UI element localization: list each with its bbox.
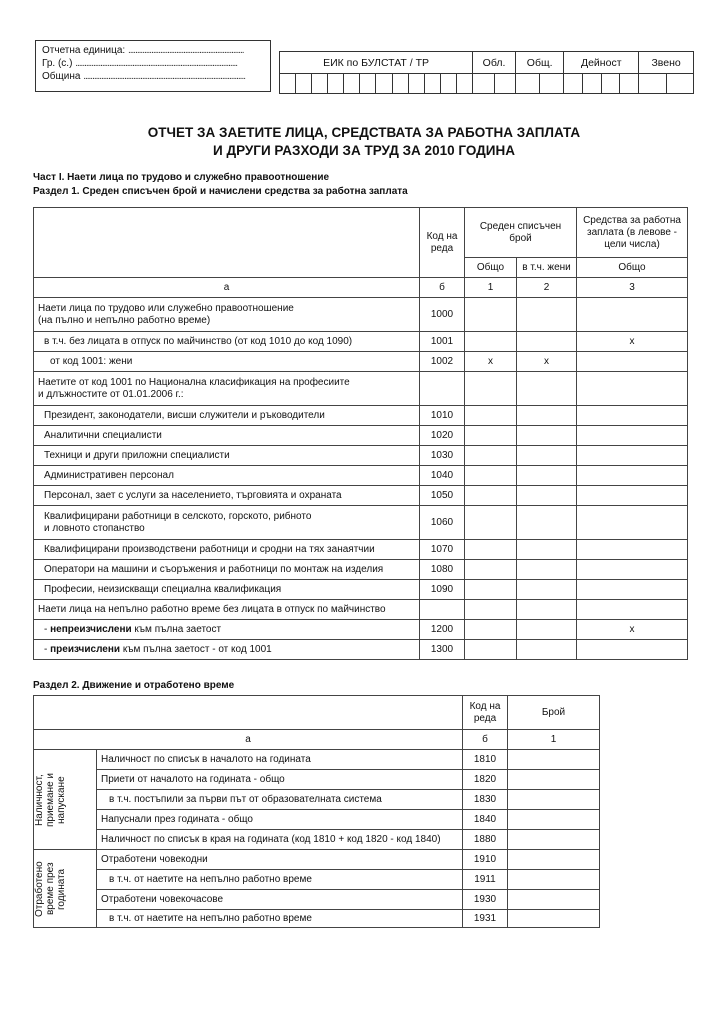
row-code: 1090 — [420, 580, 465, 600]
cell-avg-women[interactable] — [517, 640, 577, 660]
row-label-bold: непреизчислени — [50, 623, 132, 635]
eik-digit-cell[interactable] — [424, 74, 440, 94]
row-code — [420, 372, 465, 406]
row-code — [420, 600, 465, 620]
cell-count[interactable] — [508, 910, 600, 928]
eik-digit-cell[interactable] — [376, 74, 392, 94]
eik-digit-cell[interactable] — [344, 74, 360, 94]
table-row — [34, 910, 600, 928]
row-code: 1880 — [463, 830, 508, 850]
table-row — [34, 486, 688, 506]
row-label: Приети от началото на годината - общо — [97, 770, 463, 790]
eik-digit-cell[interactable] — [328, 74, 344, 94]
eik-digit-cell[interactable] — [280, 74, 296, 94]
cell-funds-total[interactable] — [577, 298, 688, 332]
cell-avg-total[interactable] — [465, 486, 517, 506]
row-label: Наетите от код 1001 по Национална класификация на професиите и длъжностите от 01.01.2006 г.: — [34, 372, 420, 406]
eik-digit-cell[interactable] — [620, 74, 639, 94]
document-title — [0, 124, 728, 160]
obsht-label: Общ. — [516, 52, 564, 74]
row-label-suffix: към пълна заетост - от код 1001 — [120, 643, 272, 655]
table-row — [34, 426, 688, 446]
cell-avg-total[interactable] — [465, 466, 517, 486]
cell-avg-total[interactable] — [465, 506, 517, 540]
group-label-spacer — [65, 750, 97, 850]
cell-count[interactable] — [508, 850, 600, 870]
cell-funds-total[interactable] — [577, 466, 688, 486]
cell-avg-total[interactable] — [465, 332, 517, 352]
row-code: 1840 — [463, 810, 508, 830]
cell-avg-women[interactable] — [517, 446, 577, 466]
cell-count[interactable] — [508, 790, 600, 810]
cell-count[interactable] — [508, 830, 600, 850]
table-row — [34, 540, 688, 560]
table-row — [34, 890, 600, 910]
eik-digit-cell[interactable] — [473, 74, 494, 94]
cell-count[interactable] — [508, 770, 600, 790]
s2-idx-b: б — [463, 730, 508, 750]
cell-avg-women[interactable] — [517, 540, 577, 560]
section2-rows — [34, 750, 600, 928]
cell-avg-women[interactable] — [517, 600, 577, 620]
table-row — [34, 870, 600, 890]
s2-idx-1: 1 — [508, 730, 600, 750]
eik-digit-cell[interactable] — [440, 74, 456, 94]
cell-funds-total[interactable] — [577, 640, 688, 660]
s1-col-code: Код на реда — [420, 208, 465, 278]
table-row — [34, 446, 688, 466]
row-label: Персонал, зает с услуги за населението, търговията и охраната — [34, 486, 420, 506]
s1-col-total2: Общо — [577, 258, 688, 278]
activity-label: Дейност — [564, 52, 639, 74]
cell-avg-total[interactable] — [465, 620, 517, 640]
unit-label: Отчетна единица: — [42, 45, 126, 56]
row-code: 1080 — [420, 560, 465, 580]
cell-avg-women[interactable] — [517, 560, 577, 580]
eik-digit-cell[interactable] — [564, 74, 583, 94]
cell-avg-women[interactable] — [517, 486, 577, 506]
row-label-bold: преизчислени — [50, 643, 121, 655]
table-row — [34, 332, 688, 352]
row-label-prefix: - — [44, 643, 51, 655]
reporting-unit-box — [35, 40, 271, 92]
row-code: 1300 — [420, 640, 465, 660]
eik-digit-cell[interactable] — [583, 74, 602, 94]
row-label: Техници и други приложни специалисти — [34, 446, 420, 466]
municipality-label: Община — [42, 71, 81, 82]
row-label — [34, 620, 420, 640]
eik-label: ЕИК по БУЛСТАТ / ТР — [280, 52, 473, 74]
table-row — [34, 352, 688, 372]
group-label-text: Отработено време през годината — [34, 860, 67, 917]
row-label: от код 1001: жени — [34, 352, 420, 372]
row-label — [34, 640, 420, 660]
group-label-worked-time — [34, 850, 65, 928]
table-row — [34, 810, 600, 830]
cell-count[interactable] — [508, 750, 600, 770]
eik-digit-cell[interactable] — [666, 74, 693, 94]
unit-dots: ................................................................. — [127, 45, 244, 56]
table-row — [34, 298, 688, 332]
row-label: Наети лица по трудово или служебно правоотношение (на пълно и непълно работно време) — [34, 298, 420, 332]
obl-label: Обл. — [473, 52, 516, 74]
part1-heading: Част I. Наети лица по трудово и служебно правоотношение — [33, 172, 330, 183]
section1-table — [33, 207, 688, 660]
table-row — [34, 790, 600, 810]
row-code: 1020 — [420, 426, 465, 446]
eik-digit-cell[interactable] — [360, 74, 376, 94]
row-label: Президент, законодатели, висши служители и ръководители — [34, 406, 420, 426]
cell-funds-total[interactable] — [577, 506, 688, 540]
table-row — [34, 830, 600, 850]
cell-avg-women[interactable] — [517, 372, 577, 406]
cell-count[interactable] — [508, 870, 600, 890]
cell-avg-total[interactable] — [465, 298, 517, 332]
cell-funds-total[interactable] — [577, 446, 688, 466]
city-dots: ........................................................................................... — [75, 58, 238, 69]
cell-avg-total[interactable]: x — [465, 352, 517, 372]
s1-col-total: Общо — [465, 258, 517, 278]
eik-digit-cell[interactable] — [516, 74, 540, 94]
s1-col-avg: Среден списъчен брой — [465, 208, 577, 258]
section1-heading: Раздел 1. Среден списъчен брой и начислени средства за работна заплата — [33, 186, 408, 197]
row-label: Оператори на машини и съоръжения и работници по монтаж на изделия — [34, 560, 420, 580]
cell-avg-total[interactable] — [465, 426, 517, 446]
cell-funds-total[interactable]: x — [577, 620, 688, 640]
row-code: 1040 — [420, 466, 465, 486]
cell-avg-women[interactable]: x — [517, 352, 577, 372]
cell-funds-total[interactable] — [577, 600, 688, 620]
s1-idx-a: а — [34, 278, 420, 298]
s1-idx-b: б — [420, 278, 465, 298]
cell-count[interactable] — [508, 890, 600, 910]
row-code: 1820 — [463, 770, 508, 790]
title-line-2: И ДРУГИ РАЗХОДИ ЗА ТРУД ЗА 2010 ГОДИНА — [213, 143, 515, 158]
cell-funds-total[interactable] — [577, 426, 688, 446]
row-code: 1030 — [420, 446, 465, 466]
cell-funds-total[interactable] — [577, 580, 688, 600]
group-label-spacer — [65, 850, 97, 928]
row-code: 1050 — [420, 486, 465, 506]
section2-heading: Раздел 2. Движение и отработено време — [33, 680, 235, 691]
row-label: Аналитични специалисти — [34, 426, 420, 446]
row-code: 1010 — [420, 406, 465, 426]
s1-idx-2: 2 — [517, 278, 577, 298]
row-code: 1830 — [463, 790, 508, 810]
s1-col-funds: Средства за работна заплата (в левове - цели числа) — [577, 208, 688, 258]
row-label: Квалифицирани работници в селското, горското, рибното и ловното стопанство — [34, 506, 420, 540]
cell-funds-total[interactable] — [577, 540, 688, 560]
group-label-movement — [34, 750, 65, 850]
row-label-suffix: към пълна заетост — [131, 623, 222, 635]
cell-avg-women[interactable] — [517, 580, 577, 600]
cell-avg-total[interactable] — [465, 406, 517, 426]
row-code: 1910 — [463, 850, 508, 870]
eik-digit-cell[interactable] — [408, 74, 424, 94]
city-label: Гр. (с.) — [42, 58, 73, 69]
cell-count[interactable] — [508, 810, 600, 830]
cell-avg-women[interactable] — [517, 332, 577, 352]
row-label: в т.ч. от наетите на непълно работно време — [97, 910, 463, 928]
cell-avg-total[interactable] — [465, 580, 517, 600]
row-label: Наети лица на непълно работно време без лицата в отпуск по майчинство — [34, 600, 420, 620]
cell-avg-total[interactable] — [465, 560, 517, 580]
table-row — [34, 600, 688, 620]
cell-funds-total[interactable] — [577, 486, 688, 506]
cell-avg-women[interactable] — [517, 506, 577, 540]
s1-idx-1: 1 — [465, 278, 517, 298]
table-row — [34, 372, 688, 406]
cell-avg-women[interactable] — [517, 620, 577, 640]
eik-digit-cell[interactable] — [540, 74, 564, 94]
section2-table — [33, 695, 600, 928]
eik-digit-cell[interactable] — [312, 74, 328, 94]
cell-funds-total[interactable] — [577, 372, 688, 406]
cell-avg-total[interactable] — [465, 446, 517, 466]
eik-digit-cell[interactable] — [601, 74, 620, 94]
cell-avg-total[interactable] — [465, 600, 517, 620]
row-code: 1001 — [420, 332, 465, 352]
cell-avg-women[interactable] — [517, 426, 577, 446]
s2-idx-a: а — [34, 730, 463, 750]
unit-line — [42, 44, 264, 57]
row-code: 1000 — [420, 298, 465, 332]
row-code: 1070 — [420, 540, 465, 560]
cell-avg-women[interactable] — [517, 406, 577, 426]
s1-idx-3: 3 — [577, 278, 688, 298]
eik-digit-cell[interactable] — [392, 74, 408, 94]
row-label: в т.ч. от наетите на непълно работно време — [97, 870, 463, 890]
row-code: 1002 — [420, 352, 465, 372]
row-label: Наличност по списък в началото на годината — [97, 750, 463, 770]
eik-digit-cell[interactable] — [494, 74, 515, 94]
row-label: Отработени човекодни — [97, 850, 463, 870]
group-label-text: Наличност, приемане и напускане — [34, 772, 67, 827]
table-row — [34, 750, 600, 770]
row-label: Професии, неизискващи специална квалификация — [34, 580, 420, 600]
table-row — [34, 850, 600, 870]
s2-col-code: Код на реда — [463, 696, 508, 730]
cell-avg-total[interactable] — [465, 640, 517, 660]
table-row — [34, 560, 688, 580]
s1-header-blank — [34, 208, 420, 278]
row-code: 1911 — [463, 870, 508, 890]
row-code: 1060 — [420, 506, 465, 540]
cell-funds-total[interactable]: x — [577, 332, 688, 352]
title-line-1: ОТЧЕТ ЗА ЗАЕТИТЕ ЛИЦА, СРЕДСТВАТА ЗА РАБОТНА ЗАПЛАТА — [147, 125, 581, 140]
table-row — [34, 770, 600, 790]
unit-link-label: Звено — [639, 52, 694, 74]
row-code: 1930 — [463, 890, 508, 910]
row-label: Административен персонал — [34, 466, 420, 486]
table-row — [34, 580, 688, 600]
row-code: 1810 — [463, 750, 508, 770]
table-row — [34, 506, 688, 540]
s1-col-women: в т.ч. жени — [517, 258, 577, 278]
table-row — [34, 406, 688, 426]
eik-digit-cell[interactable] — [456, 74, 472, 94]
cell-funds-total[interactable] — [577, 406, 688, 426]
eik-grid — [279, 51, 694, 94]
municipality-dots: ........................................................................................... — [83, 71, 246, 82]
city-line — [42, 57, 264, 70]
table-row — [34, 640, 688, 660]
row-label: Наличност по списък в края на годината (код 1810 + код 1820 - код 1840) — [97, 830, 463, 850]
section1-rows — [34, 298, 688, 660]
row-code: 1931 — [463, 910, 508, 928]
row-label: Квалифицирани производствени работници и сродни на тях занаятчии — [34, 540, 420, 560]
table-row — [34, 466, 688, 486]
row-label: в т.ч. без лицата в отпуск по майчинство (от код 1010 до код 1090) — [34, 332, 420, 352]
eik-digit-cell[interactable] — [639, 74, 666, 94]
row-label: Напуснали през годината - общо — [97, 810, 463, 830]
eik-digit-cell[interactable] — [296, 74, 312, 94]
row-label-prefix: - — [44, 623, 51, 635]
s2-header-blank — [34, 696, 463, 730]
cell-avg-total[interactable] — [465, 372, 517, 406]
s2-col-count: Брой — [508, 696, 600, 730]
cell-avg-women[interactable] — [517, 466, 577, 486]
row-label: Отработени човекочасове — [97, 890, 463, 910]
cell-avg-total[interactable] — [465, 540, 517, 560]
eik-input-row — [280, 74, 694, 94]
table-row — [34, 620, 688, 640]
cell-funds-total[interactable] — [577, 560, 688, 580]
municipality-line — [42, 70, 264, 83]
cell-funds-total[interactable] — [577, 352, 688, 372]
row-code: 1200 — [420, 620, 465, 640]
cell-avg-women[interactable] — [517, 298, 577, 332]
row-label: в т.ч. постъпили за първи път от образователната система — [97, 790, 463, 810]
